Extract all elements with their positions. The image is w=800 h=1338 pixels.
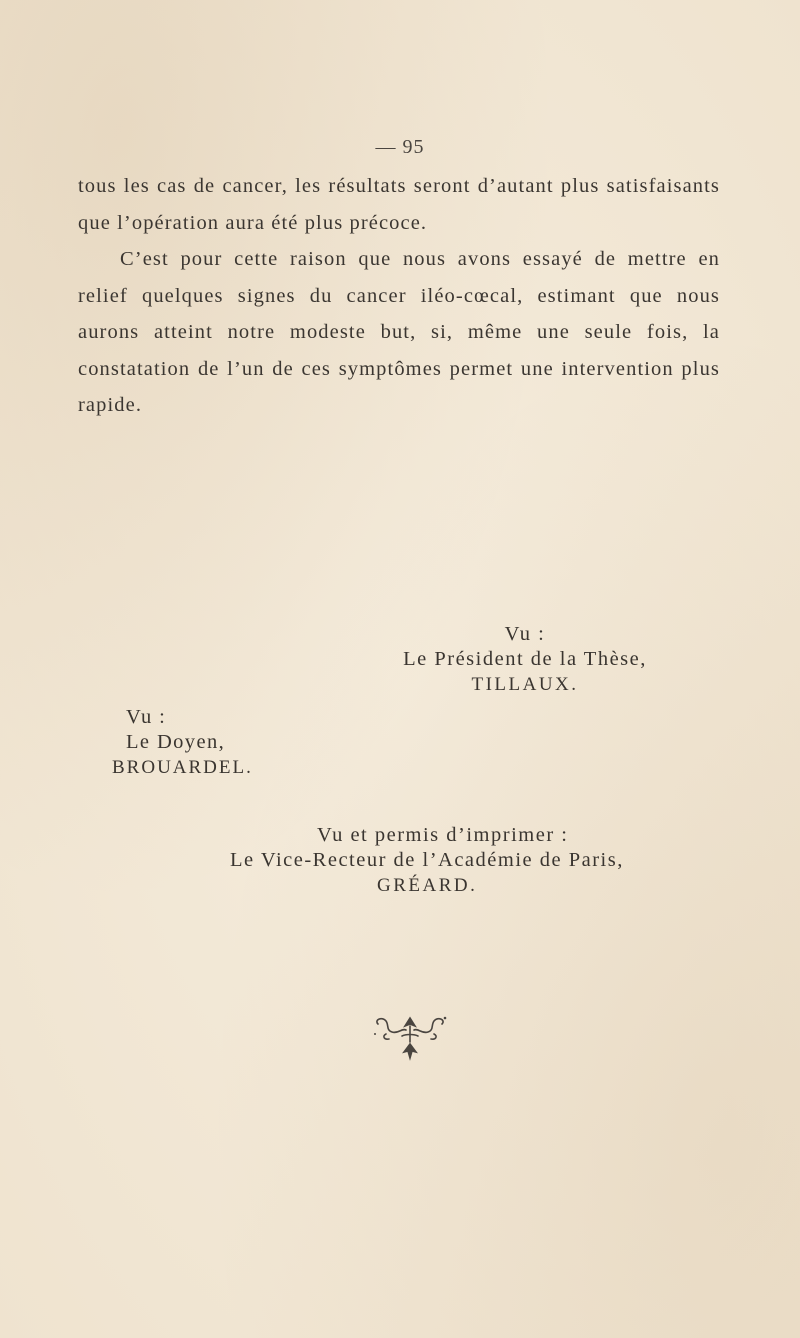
fleuron-icon: [372, 1012, 448, 1062]
recteur-name: GRÉARD.: [377, 875, 478, 896]
president-name: TILLAUX.: [471, 674, 579, 695]
doyen-title: Le Doyen,: [126, 731, 226, 753]
recteur-permis: Vu et permis d’imprimer :: [317, 824, 569, 846]
recteur-title: Le Vice-Recteur de l’Académie de Paris,: [230, 849, 624, 871]
president-vu: Vu :: [504, 623, 546, 645]
paragraph: C’est pour cette raison que nous avons essayé de mettre en relief quelques signes du cancer iléo-cœcal, estimant que nous aurons atteint notre modeste but, si, même une seule fois, la constatation de l’un de ces symptômes permet une intervention plus rapide.: [78, 248, 720, 416]
page-number: — 95: [375, 136, 425, 158]
doyen-name: BROUARDEL.: [112, 757, 253, 778]
recteur-signature: [230, 823, 730, 898]
doyen-signature: [112, 705, 312, 780]
body-text: [78, 168, 720, 424]
paragraph: tous les cas de cancer, les résultats seront d’autant plus satisfaisants que l’opération aura été plus précoce.: [78, 175, 720, 234]
doyen-vu: Vu :: [126, 706, 167, 728]
president-title: Le Président de la Thèse,: [403, 648, 647, 670]
president-signature: [330, 622, 720, 697]
